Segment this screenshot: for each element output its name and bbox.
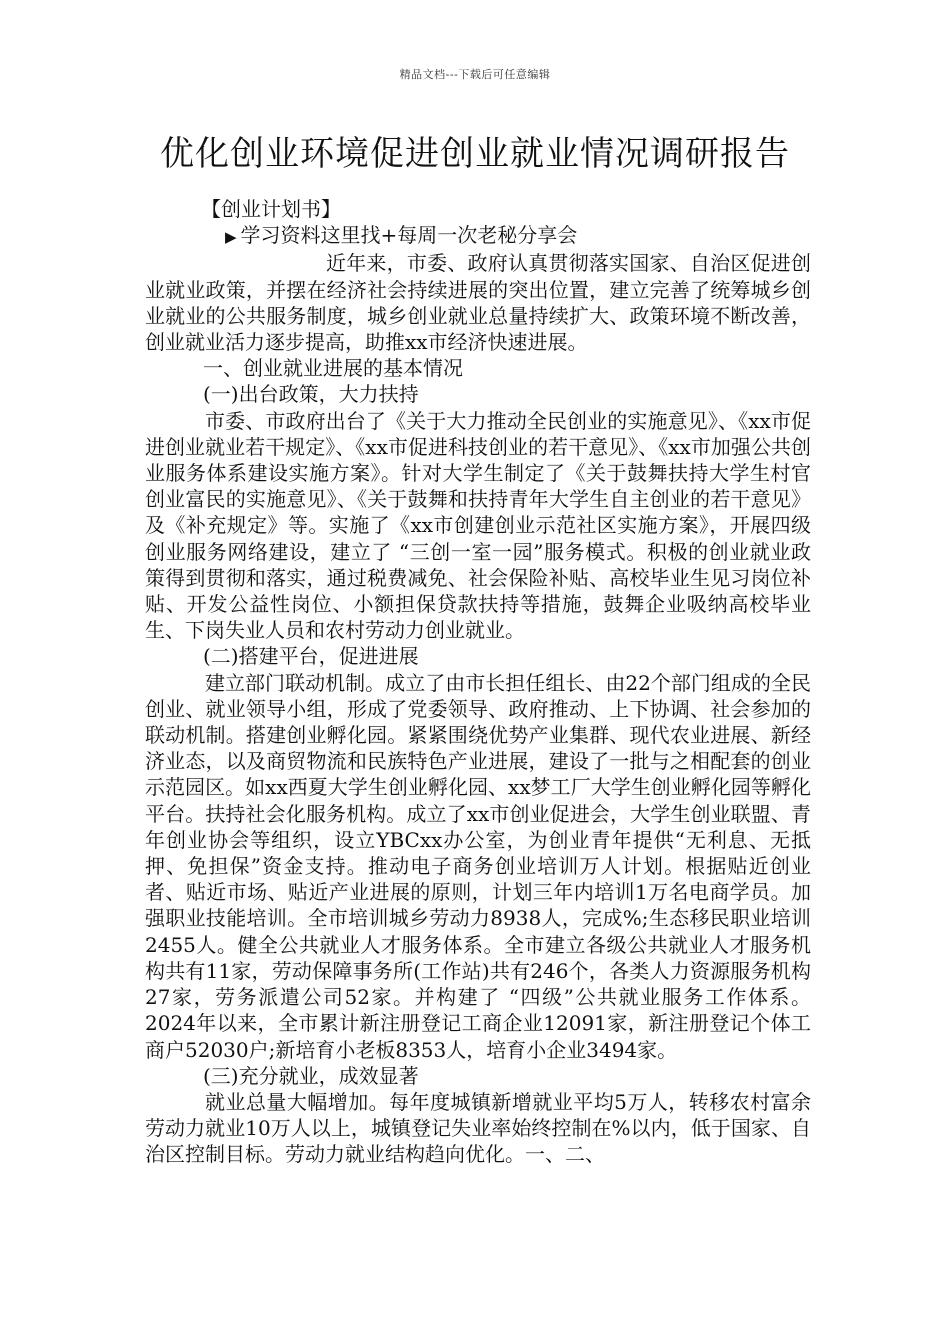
subsection-2-heading: (二)搭建平台，促进进展	[203, 644, 419, 669]
document-title: 优化创业环境促进创业就业情况调研报告	[160, 134, 790, 174]
subsection-1-heading: (一)出台政策，大力扶持	[203, 382, 419, 407]
subsection-3-heading: (三)充分就业，成效显著	[203, 1063, 419, 1088]
subsection-3-body: 就业总量大幅增加。每年度城镇新增就业平均5万人，转移农村富余劳动力就业10万人以上，城镇登记失业率始终控制在%以内，低于国家、自治区控制目标。劳动力就业结构趋向优化。一、二、	[145, 1089, 811, 1167]
header-note: 精品文档---下载后可任意编辑	[399, 68, 551, 81]
tag-line: 【创业计划书】	[201, 197, 341, 221]
intro-paragraph: 近年来，市委、政府认真贯彻落实国家、自治区促进创业就业政策，并摆在经济社会持续进展的突出位置，建立完善了统筹城乡创业就业的公共服务制度，城乡创业就业总量持续扩大、政策环境不断改善，创业就业活力逐步提高，助推xx市经济快速进展。	[145, 251, 811, 355]
play-icon: ▶	[225, 228, 237, 247]
promo-line	[145, 222, 811, 250]
promo-text: 学习资料这里找+每周一次老秘分享会	[240, 223, 578, 248]
subsection-2-body: 建立部门联动机制。成立了由市长担任组长、由22个部门组成的全民创业、就业领导小组，形成了党委领导、政府推动、上下协调、社会参加的联动机制。搭建创业孵化园。紧紧围绕优势产业集群、现代农业进展、新经济业态，以及商贸物流和民族特色产业进展，建设了一批与之相配套的创业示范园区。如xx西夏大学生创业孵化园、xx梦工厂大学生创业孵化园等孵化平台。扶持社会化服务机构。成立了xx市创业促进会，大学生创业联盟、青年创业协会等组织，设立YBCxx办公室，为创业青年提供“无利息、无抵押、免担保”资金支持。推动电子商务创业培训万人计划。根据贴近创业者、贴近市场、贴近产业进展的原则，计划三年内培训1万名电商学员。加强职业技能培训。全市培训城乡劳动力8938人，完成%;生态移民职业培训2455人。健全公共就业人才服务体系。全市建立各级公共就业人才服务机构共有11家，劳动保障事务所(工作站)共有246个，各类人力资源服务机构27家，劳务派遣公司52家。并构建了 “四级”公共就业服务工作体系。2024年以来，全市累计新注册登记工商企业12091家，新注册登记个体工商户52030户;新培育小老板8353人，培育小企业3494家。	[145, 670, 811, 1062]
section-1-heading: 一、创业就业进展的基本情况	[203, 356, 463, 381]
document-body	[145, 196, 811, 1168]
subsection-1-body: 市委、市政府出台了《关于大力推动全民创业的实施意见》、《xx市促进创业就业若干规定》、《xx市促进科技创业的若干意见》、《xx市加强公共创业服务体系建设实施方案》。针对大学生制定了《关于鼓舞扶持大学生村官创业富民的实施意见》、《关于鼓舞和扶持青年大学生自主创业的若干意见》及《补充规定》等。实施了《xx市创建创业示范社区实施方案》，开展四级创业服务网络建设，建立了 “三创一室一园”服务模式。积极的创业就业政策得到贯彻和落实，通过税费减免、社会保险补贴、高校毕业生见习岗位补贴、开发公益性岗位、小额担保贷款扶持等措施，鼓舞企业吸纳高校毕业生、下岗失业人员和农村劳动力创业就业。	[145, 408, 811, 643]
